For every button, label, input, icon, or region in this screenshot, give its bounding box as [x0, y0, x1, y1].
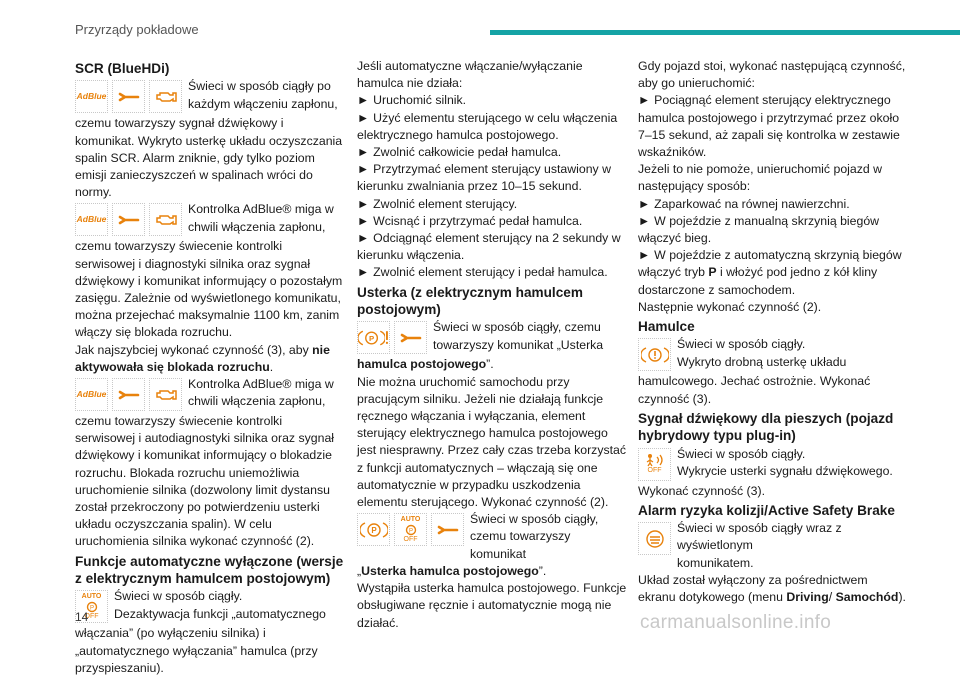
procedure-step: ► Zwolnić element sterujący i pedał hamulca.: [357, 265, 608, 280]
watermark: carmanualsonline.info: [640, 612, 832, 633]
svg-text:P: P: [89, 605, 94, 612]
scr-p2-rest: czemu towarzyszy świecenie kontrolki serwisowej i diagnostyki silnika oraz sygnał dźwiękowy i komunikat informujący o pozostałym zasięgu. Zależnie od wyświetlonego komunikatu, można przejechać maksymalnie 1100 km, zanim włączy się blokada rozruchu.: [75, 239, 343, 340]
header-accent-bar: [490, 30, 960, 35]
header-title: Przyrządy pokładowe: [75, 22, 199, 37]
column-1: [75, 58, 345, 677]
fault-p2-tail: „Usterka hamulca postojowego”.: [357, 563, 547, 578]
column-3: [638, 58, 908, 606]
adblue-icon: AdBlue: [75, 378, 108, 411]
fault-icons-2: [357, 513, 464, 546]
scr-p3: Kontrolka AdBlue® miga w chwili włączenia zapłonu,: [188, 377, 334, 409]
scr-p1: Świeci w sposób ciągły po każdym włączeniu zapłonu,: [188, 79, 338, 111]
spanner-icon: [394, 321, 427, 354]
procedure-step: ► Uruchomić silnik.: [357, 93, 467, 108]
col3-step2: ► Zaparkować na równej nawierzchni.: [638, 196, 850, 211]
procedure-step: ► Odciągnąć element sterujący na 2 sekundy w kierunku włączenia.: [357, 231, 621, 263]
col3-after: Następnie wykonać czynność (2).: [638, 299, 822, 314]
ped-rest: Wykonać czynność (3).: [638, 483, 765, 498]
fault-p1-tail: hamulca postojowego”.: [357, 357, 494, 372]
fault-p1: Świeci w sposób ciągły, czemu towarzyszy komunikat „Usterka: [433, 320, 604, 352]
scr-icons-1: [75, 80, 182, 113]
column-2: [357, 58, 627, 632]
svg-text:P: P: [370, 525, 377, 535]
col3-step1: ► Pociągnąć element sterujący elektrycznego hamulca postojowego i przytrzymać przez około 7–15 sekund, aż zapali się kontrolka w zestawie wskaźników.: [638, 93, 900, 160]
ped-p1: Świeci w sposób ciągły. Wykrycie usterki sygnału dźwiękowego.: [677, 446, 893, 478]
scr-icons-2: [75, 203, 182, 236]
engine-icon: [149, 203, 182, 236]
col3-step4: ► W pojeździe z automatyczną skrzynią biegów włączyć tryb P i włożyć pod jedno z kół kliny dostarczone z samochodem.: [638, 248, 902, 297]
procedure-step: ► Użyć elementu sterującego w celu włączenia elektrycznego hamulca postojowego.: [357, 110, 618, 142]
col3-intro: Gdy pojazd stoi, wykonać następującą czynność, aby go unieruchomić:: [638, 59, 906, 91]
alarm-icons: [638, 522, 671, 555]
fault-icons-1: [357, 321, 427, 354]
fault-p1-rest: Nie można uruchomić samochodu przy pracującym silniku. Jeżeli nie działają funkcje ręcznego włączania i wyłączania, element sterujący elektrycznego hamulca postojowego jest niesprawny. Przez cały czas trzeba korzystać z funkcji automatycznych – włączają się one automatycznie w przypadku uszkodzenia elementu sterującego. Wykonać czynność (2).: [357, 374, 627, 510]
col2-intro: Jeśli automatyczne włączanie/wyłączanie hamulca nie działa:: [357, 59, 583, 91]
procedure-step: ► Wcisnąć i przytrzymać pedał hamulca.: [357, 213, 583, 228]
parking-brake-warning-icon: [357, 321, 390, 354]
auto-p1: Świeci w sposób ciągły. Dezaktywacja funkcji „automatycznego: [114, 589, 326, 621]
col3-step3: ► W pojeździe z manualną skrzynią biegów włączyć bieg.: [638, 213, 880, 246]
heading-pedestrian-sound: Sygnał dźwiękowy dla pieszych (pojazd hybrydowy typu plug-in): [638, 410, 894, 444]
scr-p2: Kontrolka AdBlue® miga w chwili włączenia zapłonu,: [188, 202, 334, 234]
heading-collision-alert: Alarm ryzyka kolizji/Active Safety Brake: [638, 502, 895, 518]
spanner-icon: [112, 80, 145, 113]
spanner-icon: [112, 378, 145, 411]
alarm-rest: Układ został wyłączony za pośrednictwem ekranu dotykowego (menu Driving/ Samochód).: [638, 572, 906, 605]
brake-warning-icon: [638, 338, 671, 371]
parking-brake-warning-icon: [357, 513, 390, 546]
collision-alert-icon: [638, 522, 671, 555]
svg-text:P: P: [408, 528, 413, 535]
scr-p3-rest: czemu towarzyszy świecenie kontrolki serwisowej i autodiagnostyki silnika oraz sygnał dźwiękowy i komunikat informujący o blokadzie rozruchu. Blokada rozruchu uniemożliwia uruchomienie silnika (dozwolony limit dystansu został przekroczony po potwierdzeniu usterki układu oczyszczania spalin). W celu uruchomienia silnika wykonać czynność (2).: [75, 414, 335, 549]
fault-p2-rest: Wystąpiła usterka hamulca postojowego. Funkcje obsługiwane ręcznie i automatycznie mogą nie działać.: [357, 581, 627, 630]
engine-icon: [149, 80, 182, 113]
scr-p2-action: Jak najszybciej wykonać czynność (3), aby nie aktywowała się blokada rozruchu.: [75, 342, 330, 374]
fault-p2: Świeci w sposób ciągły, czemu towarzyszy komunikat: [470, 512, 599, 561]
alarm-p1: Świeci w sposób ciągły wraz z wyświetlonym komunikatem.: [677, 521, 842, 570]
engine-icon: [149, 378, 182, 411]
heading-brakes: Hamulce: [638, 319, 695, 335]
scr-icons-3: [75, 378, 182, 411]
scr-p1-rest: czemu towarzyszy sygnał dźwiękowy i komunikat. Wykryto usterkę układu oczyszczania spalin SCR. Alarm zniknie, gdy tylko poziom emisji zanieczyszczeń w spalinach wróci do normy.: [75, 116, 343, 200]
adblue-icon: AdBlue: [75, 203, 108, 236]
spanner-icon: [112, 203, 145, 236]
svg-text:P: P: [368, 333, 375, 343]
auto-p1-rest: włączania” (po wyłączeniu silnika) i „automatycznego wyłączania” hamulca (przy przyspieszaniu).: [75, 626, 318, 675]
brakes-rest: hamulcowego. Jechać ostrożnie. Wykonać czynność (3).: [638, 374, 871, 406]
auto-off-brake-icon: AUTO P OFF: [75, 590, 108, 623]
ped-icons: [638, 448, 671, 481]
col3-mid: Jeżeli to nie pomoże, unieruchomić pojazd w następujący sposób:: [638, 162, 883, 194]
procedure-step: ► Zwolnić element sterujący.: [357, 196, 518, 211]
pedestrian-sound-off-icon: OFF: [638, 448, 671, 481]
procedure-step: ► Przytrzymać element sterujący ustawiony w kierunku zwalniania przez 10–15 sekund.: [357, 162, 611, 194]
heading-fault: Usterka (z elektrycznym hamulcem postojowym): [357, 284, 583, 318]
spanner-icon: [431, 513, 464, 546]
procedure-step: ► Zwolnić całkowicie pedał hamulca.: [357, 145, 562, 160]
heading-auto-functions: Funkcje automatyczne wyłączone (wersje z elektrycznym hamulcem postojowym): [75, 553, 344, 587]
procedure-steps: [357, 92, 627, 281]
auto-off-brake-icon: AUTO P OFF: [394, 513, 427, 546]
brakes-icons: [638, 338, 671, 371]
heading-scr: SCR (BlueHDi): [75, 61, 170, 76]
page-number: 14: [75, 610, 89, 624]
brakes-p1: Świeci w sposób ciągły. Wykryto drobną usterkę układu: [677, 337, 847, 369]
adblue-icon: AdBlue: [75, 80, 108, 113]
